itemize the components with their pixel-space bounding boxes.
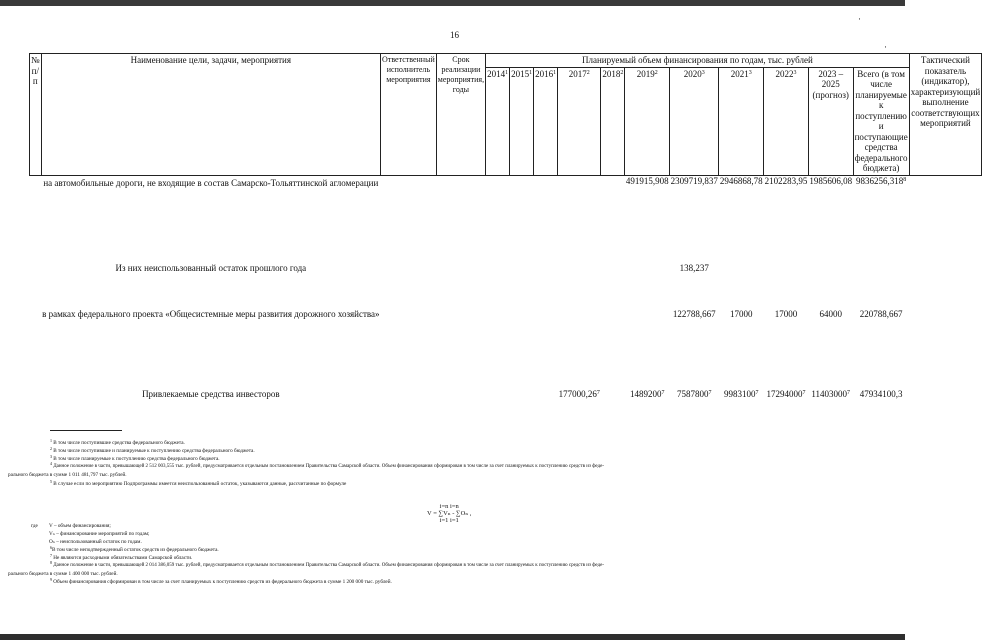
footnote-separator [50,430,122,431]
value-cell [534,263,558,309]
value-cell [601,263,625,309]
top-scan-border [0,0,905,6]
where-v: V – объем финансирования; [49,523,111,529]
header-year: 2017$^2$ [558,67,601,175]
bottom-scan-border [0,634,905,640]
header-year: 2020$^3$ [670,67,719,175]
header-year: 2015$^1$ [510,67,534,175]
value-cell [625,263,670,309]
value-cell: 122788,667 [672,309,716,319]
row-name: Из них неиспользованный остаток прошлого года [115,263,307,273]
value-cell [486,309,510,389]
remainder-formula: i=n i=n V = ∑Vₙ - ∑Oₙ , i=1 i=1 [427,503,472,524]
footnote-8-continued: рального бюджета в сумме 1 400 000 тыс. рублей. [8,571,118,577]
value-cell: 1985606,08 [809,175,853,186]
table-row [30,309,982,389]
value-cell: 2102283,95 [764,175,808,186]
value-cell [510,389,534,441]
footnote-5: $^5$ В случае если по мероприятию Подпрограммы имеется неиспользованный остаток, указываются данные, рассчитанные по формуле [50,479,347,487]
value-cell [764,263,809,309]
total-cell [853,263,909,309]
value-cell: 7587800$^7$ [676,389,712,399]
value-cell [808,263,853,309]
header-indicator: Тактический показатель (индикатор), характеризующий выполнение соответствующих мероприятий [909,54,982,176]
empty-cell [30,263,42,309]
header-year: 2023 – 2025 (прогноз) [808,67,853,175]
value-cell: 17000 [774,309,798,319]
scan-speck: · [884,42,887,52]
header-num: № п/п [30,54,42,176]
value-cell: 11403000$^7$ [811,389,851,399]
header-year: 2022$^3$ [764,67,809,175]
row-name: на автомобильные дороги, не входящие в состав Самарско-Тольяттинской агломерации [43,177,379,188]
value-cell: 491915,908 [625,175,669,186]
value-cell: 1489200$^7$ [629,389,665,399]
footnote-6: $^6$В том числе неподтвержденный остаток средств из федерального бюджета. [50,545,219,553]
empty-cell [381,175,437,263]
value-cell [625,309,670,389]
value-cell [558,263,601,309]
empty-cell [436,175,485,263]
header-total: Всего (в том числе планируемые к поступлению и поступающие средства федерального бюджета) [854,68,908,173]
value-cell [486,175,510,263]
empty-cell [381,263,437,309]
value-cell [534,309,558,389]
value-cell [601,389,625,441]
value-cell: 138,237 [679,263,709,273]
footnote-7: $^7$ Не являются расходными обязательствами Самарской области. [50,553,193,561]
value-cell [719,263,764,309]
where-label: где [31,523,38,529]
scan-speck: · [858,14,861,24]
empty-cell [436,389,485,441]
empty-cell [381,389,437,441]
header-year: 2021$^3$ [719,67,764,175]
footnote-4-continued: рального бюджета в сумме 1 011 481,797 тыс. рублей. [8,472,127,478]
footnote-3: $^3$ В том числе планируемые к поступлению средства федерального бюджета. [50,454,220,462]
footnote-2: $^2$ В том числе поступившие и планируемые к поступлению средства федерального бюджета. [50,446,255,454]
total-cell: 47934100,3 [859,389,903,399]
value-cell [510,175,534,263]
value-cell [534,389,558,441]
header-term: Срок реализации мероприятия, годы [436,54,485,176]
header-year: 2016$^1$ [534,67,558,175]
value-cell [510,263,534,309]
header-name: Наименование цели, задачи, мероприятия [41,54,380,176]
empty-cell [909,263,982,309]
footnote-4: $^4$ Данное положение в части, превышающей 2 512 003,555 тыс. рублей, предусматривается отдельным постановлением Правительства Самарской области. Объем финансирования сформирован в том числе за счет планируемых к поступлению средств из феде- [50,461,605,469]
value-cell: 64000 [819,309,842,319]
empty-cell [30,309,42,389]
table-row [30,389,982,441]
row-name: Привлекаемые средства инвесторов [142,389,280,399]
total-cell: 220788,667 [859,309,903,319]
table-row [30,175,982,263]
footnote-8: $^8$ Данное положение в части, превышающей 2 014 386,059 тыс. рублей, предусматривается отдельным постановлением Правительства Самарской области. Объем финансирования сформирован в том числе за счет планируемых к поступлению средств из феде- [50,560,605,568]
value-cell [558,175,601,263]
value-cell [601,309,625,389]
value-cell: 17000 [729,309,753,319]
value-cell [601,175,625,263]
empty-cell [381,309,437,389]
value-cell: 2946868,78 [719,175,763,186]
page-number: 16 [450,30,459,40]
value-cell [558,309,601,389]
header-planned-financing: Планируемый объем финансирования по годам, тыс. рублей [486,54,910,68]
financing-table [29,53,982,441]
empty-cell [909,309,982,389]
value-cell: 177000,26$^7$ [558,389,600,399]
header-responsible: Ответственный исполнитель мероприятия [381,54,437,176]
value-cell [534,175,558,263]
header-year: 2019$^2$ [625,67,670,175]
total-cell: 9836256,318$^8$ [856,175,907,186]
where-vn: Vₙ – финансирование мероприятий по годам; [49,531,150,537]
value-cell [486,263,510,309]
row-name: в рамках федерального проекта «Общесистемные меры развития дорожного хозяйства» [42,309,380,319]
value-cell [510,309,534,389]
value-cell: 9983100$^7$ [723,389,759,399]
empty-cell [436,309,485,389]
empty-cell [30,175,42,263]
value-cell: 17294000$^7$ [766,389,806,399]
value-cell: 2309719,837 [670,175,718,186]
where-on: Oₙ – неиспользованный остаток по годам. [49,539,142,545]
footnote-1: $^1$ В том числе поступившие средства федерального бюджета. [50,438,185,446]
empty-cell [909,389,982,441]
empty-cell [30,389,42,441]
header-year: 2014$^1$ [486,67,510,175]
header-year: 2018$^2$ [601,67,625,175]
footnote-9: $^9$ Объем финансирования сформирован в том числе за счет планируемых к поступлению средств из федерального бюджета в сумме 1 200 000 тыс. рублей. [50,577,392,585]
value-cell [486,389,510,441]
table-row [30,263,982,309]
empty-cell [436,263,485,309]
empty-cell [909,175,982,263]
